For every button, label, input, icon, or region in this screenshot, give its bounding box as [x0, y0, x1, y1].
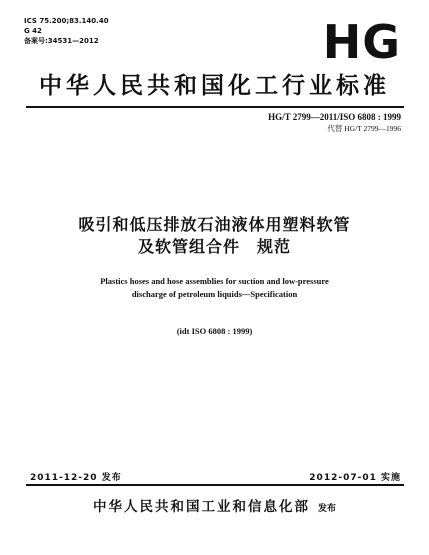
ics-code: ICS 75.200;83.140.40	[24, 17, 109, 25]
issuer-suffix: 发布	[317, 504, 336, 514]
standard-number: HG/T 2799—2011/ISO 6808 : 1999	[268, 112, 401, 122]
publish-date: 2011-12-20 发布	[30, 473, 122, 483]
issuer	[0, 495, 429, 515]
hg-logo: HG	[322, 15, 401, 69]
replaces-standard: 代替 HG/T 2799—1996	[327, 124, 401, 133]
implement-date: 2012-07-01 实施	[309, 473, 401, 483]
english-title-line1: Plastics hoses and hose assemblies for suction and low-pressure	[100, 276, 329, 286]
chinese-title-line2: 及软管组合件 规范	[137, 237, 291, 256]
top-divider	[26, 106, 404, 108]
english-title-line2: discharge of petroleum liquids—Specification	[131, 289, 298, 299]
bottom-divider	[26, 484, 404, 486]
chinese-title-line1: 吸引和低压排放石油液体用塑料软管	[78, 215, 351, 234]
category-title: 中华人民共和国化工行业标准	[39, 72, 390, 99]
filing-number: 备案号:34531—2012	[24, 37, 99, 45]
idt-reference: (idt ISO 6808 : 1999)	[176, 326, 253, 336]
issuer-name: 中华人民共和国工业和信息化部	[92, 499, 310, 515]
classification-code: G 42	[24, 27, 42, 35]
